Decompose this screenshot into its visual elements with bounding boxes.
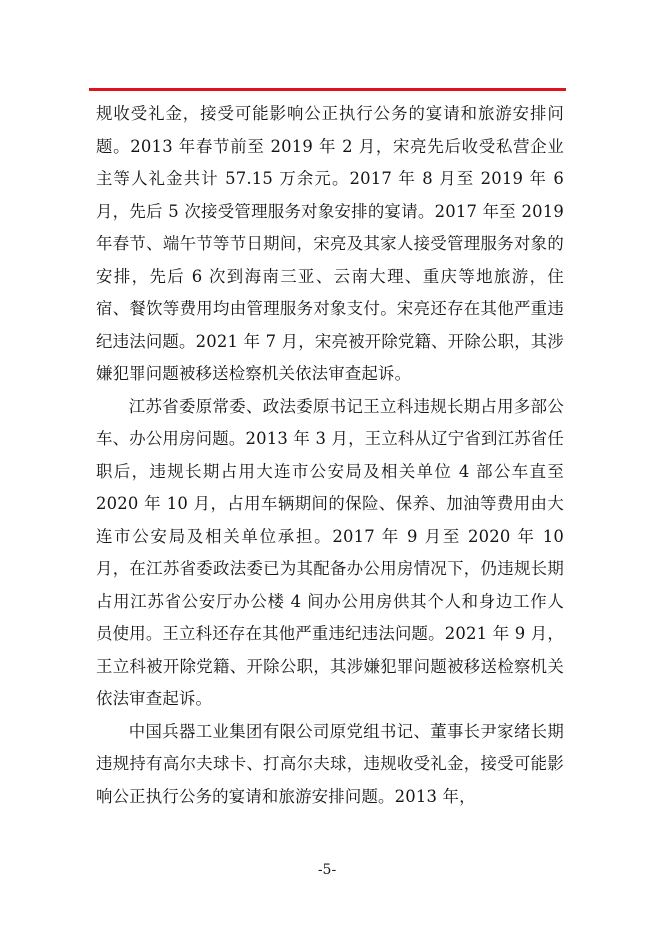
paragraph-yin-jiaxu: 中国兵器工业集团有限公司原党组书记、董事长尹家绪长期违规持有高尔夫球卡、打高尔夫球，违规收受礼金，接受可能影响公正执行公务的宴请和旅游安排问题。2013 年， [96,721,564,806]
paragraph-song-liang: 规收受礼金，接受可能影响公正执行公务的宴请和旅游安排问题。2013 年春节前至 2019 年 2 月，宋亮先后收受私营企业主等人礼金共计 57.15 万余元。2017 年 8 月至 2019 年 6 月，先后 5 次接受管理服务对象安排的宴请。2017 年至 2019 年春节、端午节等节日期间，宋亮及其家人接受管理服务对象的安排，先后 6 次到海南三亚、云南大理、重庆等地旅游，住宿、餐饮等费用均由管理服务对象支付。宋亮还存在其他严重违纪违法问题。2021 年 7 月，宋亮被开除党籍、开除公职，其涉嫌犯罪问题被移送检察机关依法审查起诉。 [96,104,564,383]
header-red-rule [89,88,566,91]
paragraph-wang-like: 江苏省委原常委、政法委原书记王立科违规长期占用多部公车、办公用房问题。2013 年 3 月，王立科从辽宁省到江苏省任职后，违规长期占用大连市公安局及相关单位 4 部公车直至 2020 年 10 月，占用车辆期间的保险、保养、加油等费用由大连市公安局及相关单位承担。2017 年 9 月至 2020 年 10 月，在江苏省委政法委已为其配备办公用房情况下，仍违规长期占用江苏省公安厅办公楼 4 间办公用房供其个人和身边工作人员使用。王立科还存在其他严重违纪违法问题。2021 年 9 月，王立科被开除党籍、开除公职，其涉嫌犯罪问题被移送检察机关依法审查起诉。 [96,396,564,708]
page-number: -5- [317,862,337,878]
document-body [96,98,564,813]
